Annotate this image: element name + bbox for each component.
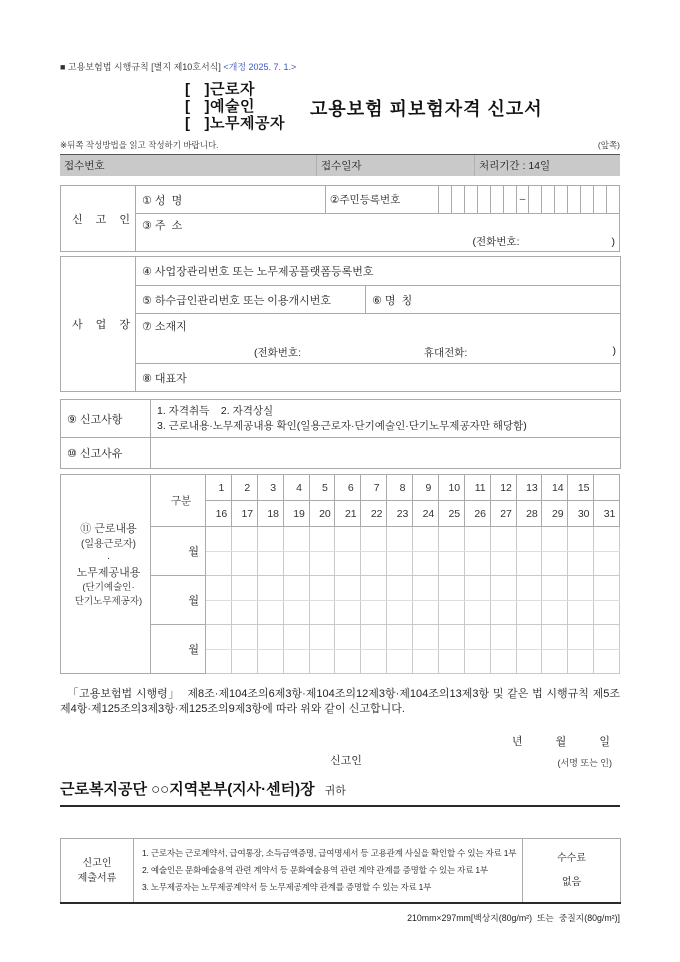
work-grid-cell[interactable]: [542, 552, 568, 576]
day-header-cell: 13: [516, 475, 542, 501]
rrn-digit-box[interactable]: [568, 186, 581, 214]
workplace-location-field[interactable]: [136, 314, 621, 364]
documents-label-line2: 제출서류: [77, 872, 117, 884]
applicant-section-label: 신 고 인: [61, 186, 136, 252]
work-grid-cell[interactable]: [516, 576, 542, 601]
receipt-date-label: 접수일자: [316, 155, 474, 176]
work-grid-cell[interactable]: [516, 650, 542, 674]
report-items-line2: 3. 근로내용·노무제공내용 확인(일용근로자·단기예술인·단기노무제공자만 해당함): [157, 419, 527, 432]
date-line: [60, 733, 620, 749]
report-items-line1: 1. 자격취득 2. 자격상실: [157, 404, 274, 417]
work-grid-cell[interactable]: [361, 576, 387, 601]
rrn-digit-box[interactable]: [439, 186, 452, 214]
work-grid-cell[interactable]: [335, 625, 361, 650]
work-grid-cell[interactable]: [542, 576, 568, 601]
artist-checkbox[interactable]: [ ]: [185, 98, 210, 115]
work-grid-cell[interactable]: [387, 576, 413, 601]
work-grid-cell[interactable]: [309, 601, 335, 625]
work-grid-cell[interactable]: [361, 650, 387, 674]
rrn-label: ②주민등록번호: [326, 186, 439, 214]
work-grid-cell[interactable]: [464, 527, 490, 552]
work-grid-cell[interactable]: [231, 527, 257, 552]
work-grid-cell[interactable]: [257, 552, 283, 576]
work-grid-cell[interactable]: [490, 625, 516, 650]
rrn-digit-box[interactable]: [606, 186, 619, 214]
work-grid-cell[interactable]: [594, 527, 620, 552]
work-grid-cell[interactable]: [257, 650, 283, 674]
work-grid-cell[interactable]: [231, 601, 257, 625]
rrn-digit-box[interactable]: [477, 186, 490, 214]
work-grid-cell[interactable]: [594, 625, 620, 650]
work-grid-cell[interactable]: [438, 552, 464, 576]
worker-checkbox[interactable]: [ ]: [185, 81, 210, 98]
documents-table: [60, 838, 621, 904]
month-label[interactable]: 월: [151, 625, 206, 674]
receipt-bar: [60, 154, 620, 176]
day-header-cell: 6: [335, 475, 361, 501]
instruction-note: ※뒤쪽 작성방법을 읽고 작성하기 바랍니다.: [60, 140, 219, 150]
signer-row: [60, 752, 620, 766]
work-grid-cell[interactable]: [283, 625, 309, 650]
recipient-line: [60, 778, 620, 807]
work-grid-cell[interactable]: [257, 576, 283, 601]
documents-list: [134, 839, 523, 904]
work-grid-cell[interactable]: [464, 625, 490, 650]
work-grid-cell[interactable]: [283, 601, 309, 625]
workplace-table: [60, 256, 621, 392]
work-grid-cell[interactable]: [490, 601, 516, 625]
work-grid-cell[interactable]: [206, 527, 232, 552]
work-grid-cell[interactable]: [594, 552, 620, 576]
day-header-cell: 15: [568, 475, 594, 501]
work-grid-cell[interactable]: [413, 552, 439, 576]
work-grid-cell[interactable]: [231, 625, 257, 650]
work-grid-cell[interactable]: [361, 527, 387, 552]
work-grid-cell[interactable]: [568, 576, 594, 601]
work-grid-cell[interactable]: [438, 576, 464, 601]
work-grid-cell[interactable]: [438, 527, 464, 552]
work-grid-cell[interactable]: [464, 576, 490, 601]
work-grid-cell[interactable]: [438, 601, 464, 625]
rrn-digit-box[interactable]: [555, 186, 568, 214]
work-grid-cell[interactable]: [335, 650, 361, 674]
work-content-table: [60, 474, 620, 674]
work-label-line: (단기예술인·: [82, 582, 135, 593]
day-header-cell: 17: [231, 501, 257, 527]
work-grid-cell[interactable]: [438, 625, 464, 650]
work-grid-cell[interactable]: [438, 650, 464, 674]
workplace-name-field[interactable]: ⑥ 명 칭: [366, 286, 621, 314]
rrn-digit-box[interactable]: [464, 186, 477, 214]
workplace-phone-close: ): [612, 345, 616, 357]
month-label[interactable]: 월: [555, 736, 567, 748]
work-grid-cell[interactable]: [464, 552, 490, 576]
work-grid-cell[interactable]: [464, 650, 490, 674]
labor-provider-checkbox-label: 노무제공자: [210, 115, 285, 132]
applicant-address-field[interactable]: [136, 214, 620, 252]
applicant-phone-field[interactable]: [473, 234, 616, 249]
work-grid-cell[interactable]: [335, 527, 361, 552]
work-grid-cell[interactable]: [387, 650, 413, 674]
rrn-digit-box[interactable]: [503, 186, 516, 214]
work-grid-cell[interactable]: [568, 552, 594, 576]
day-header-cell: 18: [257, 501, 283, 527]
day-header-cell: 10: [438, 475, 464, 501]
report-items-options[interactable]: [151, 400, 621, 438]
applicant-table: [60, 185, 620, 252]
labor-provider-checkbox[interactable]: [ ]: [185, 115, 210, 132]
rrn-digit-box[interactable]: [581, 186, 594, 214]
day-header-cell: 21: [335, 501, 361, 527]
worker-checkbox-label: 근로자: [210, 81, 255, 98]
day-header-cell: 19: [283, 501, 309, 527]
work-grid-cell[interactable]: [490, 576, 516, 601]
work-grid-cell[interactable]: [283, 552, 309, 576]
applicant-name-field[interactable]: ① 성 명: [136, 186, 326, 214]
work-grid-cell[interactable]: [387, 601, 413, 625]
work-grid-cell[interactable]: [387, 625, 413, 650]
work-grid-cell[interactable]: [568, 625, 594, 650]
documents-section-label: [61, 839, 134, 904]
work-grid-cell[interactable]: [413, 650, 439, 674]
work-label-line: ⑪ 근로내용: [80, 523, 137, 535]
document-item: 2. 예술인은 문화예술용역 관련 계약서 등 문화예술용역 관련 계약 관계를 증명할 수 있는 자료 1부: [142, 865, 488, 875]
day-header-cell: 12: [490, 475, 516, 501]
work-grid-cell[interactable]: [516, 625, 542, 650]
document-item: 1. 근로자는 근로계약서, 급여통장, 소득금액증명, 급여명세서 등 고용관계 사실을 확인할 수 있는 자료 1부: [142, 848, 517, 858]
work-grid-cell[interactable]: [206, 552, 232, 576]
work-grid-cell[interactable]: [309, 650, 335, 674]
work-grid-cell[interactable]: [309, 625, 335, 650]
work-grid-cell[interactable]: [413, 576, 439, 601]
rrn-digit-box[interactable]: [529, 186, 542, 214]
fee-value: 없음: [561, 876, 582, 888]
processing-period-label: 처리기간 : 14일: [474, 155, 620, 176]
rrn-separator: –: [516, 186, 529, 214]
work-grid-cell[interactable]: [335, 601, 361, 625]
work-grid-cell[interactable]: [361, 625, 387, 650]
work-grid-cell[interactable]: [206, 625, 232, 650]
phone-close: ): [611, 236, 615, 248]
form-title: 고용보험 피보험자격 신고서: [310, 99, 543, 119]
work-grid-cell[interactable]: [283, 576, 309, 601]
phone-label: (전화번호:: [472, 236, 520, 248]
day-header-cell: 29: [542, 501, 568, 527]
month-label[interactable]: 월: [151, 576, 206, 625]
form-title-block: [60, 81, 620, 135]
work-content-label: [61, 475, 151, 674]
regulation-notice: ■ 고용보험법 시행규칙 [별지 제10호서식]: [60, 62, 224, 72]
day-header-cell: 1: [206, 475, 232, 501]
recipient-suffix: 귀하: [324, 785, 346, 797]
rrn-digit-box[interactable]: [594, 186, 607, 214]
work-grid-cell[interactable]: [490, 527, 516, 552]
workplace-phone-line[interactable]: [136, 345, 620, 360]
work-grid-cell[interactable]: [542, 527, 568, 552]
fee-cell: [523, 839, 621, 904]
day-header-cell: 30: [568, 501, 594, 527]
gubun-header: 구분: [151, 475, 206, 527]
day-header-cell: 22: [361, 501, 387, 527]
work-grid-cell[interactable]: [542, 625, 568, 650]
work-grid-cell[interactable]: [542, 601, 568, 625]
work-grid-cell[interactable]: [257, 625, 283, 650]
day-header-cell: 9: [413, 475, 439, 501]
work-grid-cell[interactable]: [231, 576, 257, 601]
work-grid-cell[interactable]: [516, 552, 542, 576]
document-item: 3. 노무제공자는 노무제공계약서 등 노무제공계약 관계를 증명할 수 있는 자료 1부: [142, 882, 432, 892]
work-grid-cell[interactable]: [257, 527, 283, 552]
work-grid-cell[interactable]: [490, 552, 516, 576]
recipient-org: 근로복지공단 ○○지역본부(지사·센터)장: [60, 781, 315, 798]
paper-spec: 210mm×297mm[백상지(80g/m²) 또는 중질지(80g/m²)]: [407, 913, 620, 923]
work-grid-cell[interactable]: [309, 576, 335, 601]
signer-label: 신고인: [330, 755, 362, 767]
work-grid-cell[interactable]: [309, 552, 335, 576]
workplace-phone-label: (전화번호:: [254, 347, 301, 359]
rrn-digit-box[interactable]: [542, 186, 555, 214]
signature-note: (서명 또는 인): [557, 758, 612, 768]
work-grid-cell[interactable]: [335, 552, 361, 576]
workplace-section-label: 사 업 장: [61, 257, 136, 392]
work-grid-cell[interactable]: [231, 650, 257, 674]
work-grid-cell[interactable]: [361, 552, 387, 576]
work-grid-cell[interactable]: [206, 650, 232, 674]
day-label[interactable]: 일: [599, 736, 610, 748]
regulation-notice-line: [60, 60, 620, 73]
day-header-cell: 26: [464, 501, 490, 527]
work-label-line: 단기노무제공자): [74, 596, 143, 607]
work-label-line: (일용근로자): [81, 539, 136, 550]
work-grid-cell[interactable]: [568, 650, 594, 674]
work-grid-cell[interactable]: [516, 527, 542, 552]
fee-label: 수수료: [557, 852, 586, 864]
day-header-cell: 16: [206, 501, 232, 527]
day-header-cell: [594, 475, 620, 501]
year-label[interactable]: 년: [511, 736, 523, 748]
documents-label-line1: 신고인: [82, 857, 112, 869]
rrn-digit-box[interactable]: [451, 186, 464, 214]
day-header-cell: 14: [542, 475, 568, 501]
work-grid-cell[interactable]: [464, 601, 490, 625]
day-header-cell: 24: [413, 501, 439, 527]
rrn-digit-box[interactable]: [490, 186, 503, 214]
workplace-mobile-label: 휴대전화:: [423, 347, 468, 359]
artist-checkbox-label: 예술인: [210, 98, 255, 115]
report-table: [60, 399, 621, 469]
work-grid-cell[interactable]: [283, 527, 309, 552]
day-header-cell: 11: [464, 475, 490, 501]
day-header-cell: 28: [516, 501, 542, 527]
work-grid-cell[interactable]: [309, 527, 335, 552]
declaration-text: 「고용보험법 시행령」 제8조·제104조의6제3항·제104조의12제3항·제104조의13제3항 및 같은 법 시행규칙 제5조제4항·제125조의3제3항·제125조의9제3항에 따라 위와 같이 신고합니다.: [60, 688, 620, 715]
day-header-cell: 4: [283, 475, 309, 501]
revision-note: <개정 2025. 7. 1.>: [223, 62, 297, 72]
note-row: [60, 139, 620, 151]
representative-field[interactable]: ⑧ 대표자: [136, 364, 621, 392]
work-grid-cell[interactable]: [568, 527, 594, 552]
work-grid-cell[interactable]: [206, 601, 232, 625]
work-grid-cell[interactable]: [490, 650, 516, 674]
subcontractor-no-field[interactable]: ⑤ 하수급인관리번호 또는 이용개시번호: [136, 286, 366, 314]
work-grid-cell[interactable]: [594, 601, 620, 625]
work-grid-cell[interactable]: [594, 576, 620, 601]
work-grid-cell[interactable]: [387, 527, 413, 552]
day-header-cell: 20: [309, 501, 335, 527]
work-label-line: ·: [106, 553, 111, 564]
work-grid-cell[interactable]: [516, 601, 542, 625]
work-grid-cell[interactable]: [257, 601, 283, 625]
day-header-cell: 27: [490, 501, 516, 527]
work-grid-cell[interactable]: [387, 552, 413, 576]
work-label-line: 노무제공내용: [76, 567, 141, 579]
day-header-cell: 23: [387, 501, 413, 527]
work-grid-cell[interactable]: [361, 601, 387, 625]
receipt-number-label: 접수번호: [64, 160, 105, 172]
work-grid-cell[interactable]: [542, 650, 568, 674]
work-grid-cell[interactable]: [283, 650, 309, 674]
day-header-cell: 2: [231, 475, 257, 501]
work-grid-cell[interactable]: [206, 576, 232, 601]
day-header-cell: 7: [361, 475, 387, 501]
day-header-cell: 25: [438, 501, 464, 527]
day-header-cell: 31: [594, 501, 620, 527]
day-header-cell: 5: [309, 475, 335, 501]
work-grid-cell[interactable]: [413, 625, 439, 650]
work-grid-cell[interactable]: [335, 576, 361, 601]
address-label: ③ 주 소: [142, 220, 183, 232]
day-header-cell: 8: [387, 475, 413, 501]
work-grid-cell[interactable]: [568, 601, 594, 625]
location-label: ⑦ 소재지: [142, 321, 187, 333]
workplace-mgmt-no-field[interactable]: ④ 사업장관리번호 또는 노무제공플랫폼등록번호: [136, 257, 621, 286]
work-grid-cell[interactable]: [594, 650, 620, 674]
report-reason-field[interactable]: [151, 438, 621, 469]
work-grid-cell[interactable]: [413, 527, 439, 552]
month-label[interactable]: 월: [151, 527, 206, 576]
work-grid-cell[interactable]: [413, 601, 439, 625]
front-side-label: (앞쪽): [597, 140, 620, 150]
report-reason-label: ⑩ 신고사유: [61, 438, 151, 469]
day-header-cell: 3: [257, 475, 283, 501]
report-items-label: ⑨ 신고사항: [61, 400, 151, 438]
work-grid-cell[interactable]: [231, 552, 257, 576]
